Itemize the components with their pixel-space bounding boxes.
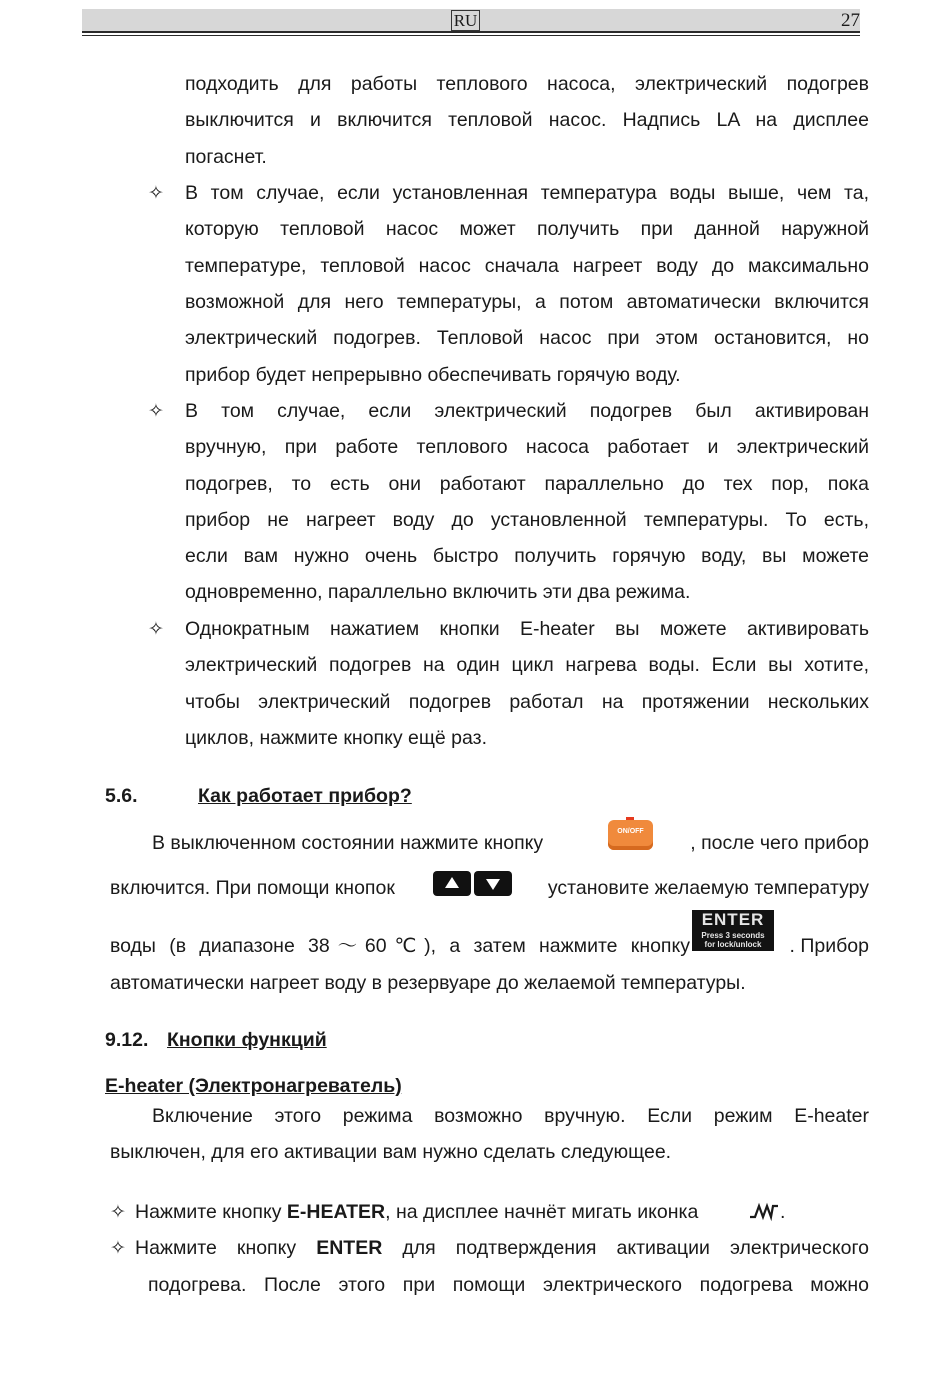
heater-wave-icon — [749, 1200, 779, 1222]
text-line: подходить для работы теплового насоса, электрический подогрев — [185, 73, 869, 95]
bullet-star-icon: ✧ — [148, 618, 164, 640]
enter-label: ENTER — [701, 910, 765, 929]
text-line: если вам нужно очень быстро получить горячую воду, вы можете — [185, 545, 869, 567]
text-line: которую тепловой насос может получить при данной наружной — [185, 218, 869, 240]
text-line: подогрева. После этого при помощи электрического подогрева можно — [148, 1274, 869, 1296]
text-line: электрический подогрев на один цикл нагрева воды. Если вы хотите, — [185, 654, 869, 676]
enter-button-icon — [692, 910, 774, 951]
header-language: RU — [451, 10, 480, 31]
text-line: прибор будет непрерывно обеспечивать горячую воду. — [185, 364, 681, 386]
onoff-button-icon — [607, 817, 654, 852]
enter-sublabel: Press 3 seconds for lock/unlock — [701, 931, 765, 949]
header-rule — [82, 31, 860, 33]
up-down-buttons-icon — [433, 871, 512, 896]
bullet-star-icon: ✧ — [148, 400, 164, 422]
text-line: Однократным нажатием кнопки E-heater вы можете активировать — [185, 618, 869, 640]
text-line: Нажмите кнопку E-HEATER, на дисплее начнёт мигать иконка — [135, 1201, 699, 1223]
text-line: Включение этого режима возможно вручную. Если режим E-heater — [152, 1105, 869, 1127]
section-title: Как работает прибор? — [198, 785, 412, 807]
text-line: одновременно, параллельно включить эти два режима. — [185, 581, 691, 603]
text-line: циклов, нажмите кнопку ещё раз. — [185, 727, 487, 749]
text-line: , после чего прибор — [690, 832, 869, 854]
header-rule-thin — [82, 35, 860, 36]
section-number: 9.12. — [105, 1029, 149, 1051]
text-line: установите желаемую температуру — [547, 877, 869, 899]
text-line: В том случае, если электрический подогрев был активирован — [185, 400, 869, 422]
text-line: В том случае, если установленная температура воды выше, чем та, — [185, 182, 869, 204]
text-line: возможной для него температуры, а потом автоматически включится — [185, 291, 869, 313]
text-line: чтобы электрический подогрев работал на протяжении нескольких — [185, 691, 869, 713]
text-line: выключен, для его активации вам нужно сделать следующее. — [110, 1141, 672, 1163]
bullet-star-icon: ✧ — [148, 182, 164, 204]
text-line: Нажмите кнопку ENTER для подтверждения активации электрического — [135, 1237, 869, 1259]
text-line: автоматически нагреет воду в резервуаре до желаемой температуры. — [110, 972, 746, 994]
text-line: . Прибор — [789, 935, 869, 957]
subsection-title: E-heater (Электронагреватель) — [105, 1075, 402, 1097]
text-line: вручную, при работе теплового насоса работает и электрический — [185, 436, 869, 458]
text-line: температуре, тепловой насос сначала нагреет воду до максимально — [185, 255, 869, 277]
page-number: 27 — [841, 10, 860, 31]
bullet-star-icon: ✧ — [110, 1237, 126, 1259]
onoff-label: ON/OFF — [617, 828, 644, 835]
section-number: 5.6. — [105, 785, 138, 807]
text-line: включится. При помощи кнопок — [110, 877, 395, 899]
text-line: воды (в диапазоне 38～60℃), а затем нажмите кнопку — [110, 935, 690, 957]
section-title: Кнопки функций — [167, 1029, 327, 1051]
text-line: В выключенном состоянии нажмите кнопку — [152, 832, 544, 854]
text-line: электрический подогрев. Тепловой насос при этом остановится, но — [185, 327, 869, 349]
bullet-star-icon: ✧ — [110, 1201, 126, 1223]
text-line: подогрев, то есть они работают параллельно до тех пор, пока — [185, 473, 869, 495]
text-line: погаснет. — [185, 146, 267, 168]
text-line: . — [780, 1201, 786, 1223]
text-line: выключится и включится тепловой насос. Надпись LA на дисплее — [185, 109, 869, 131]
text-line: прибор не нагреет воду до установленной температуры. То есть, — [185, 509, 869, 531]
